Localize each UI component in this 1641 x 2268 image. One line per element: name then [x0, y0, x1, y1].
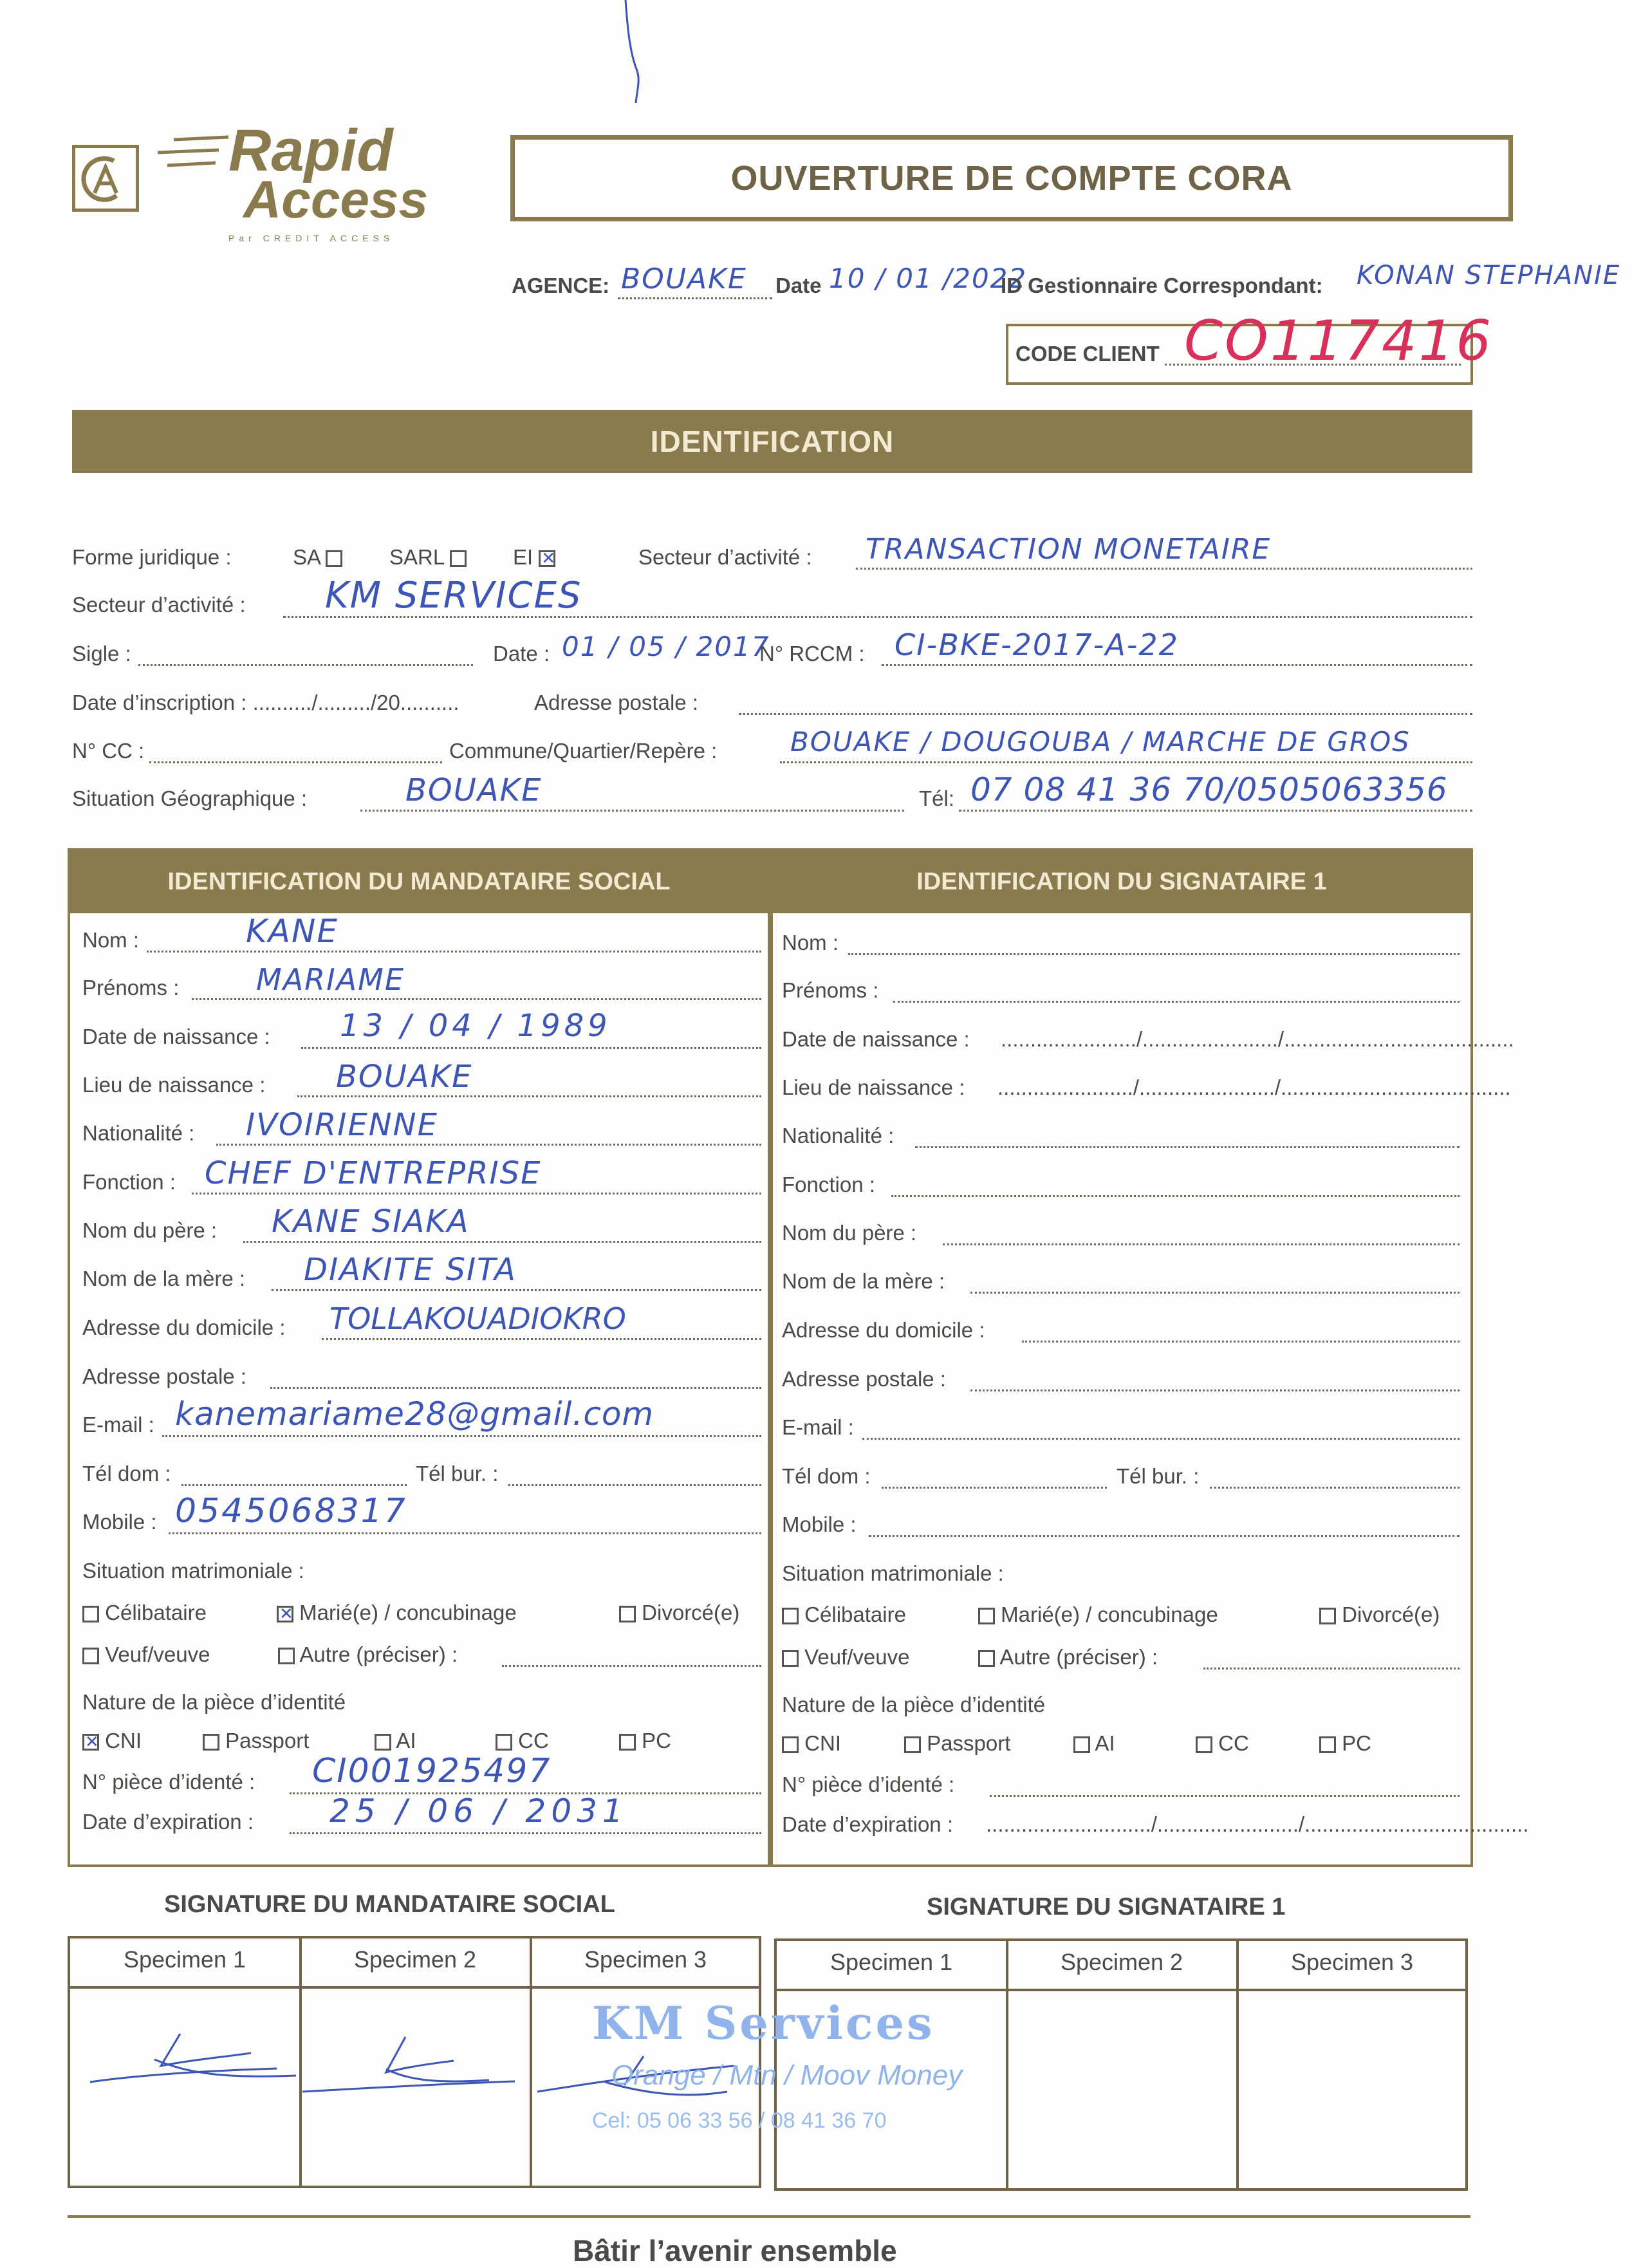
forme-juridique-label: Forme juridique :: [72, 545, 232, 569]
m-specimen-2-header: Specimen 2: [353, 1946, 477, 1973]
m-nationalite-value: IVOIRIENNE: [246, 1107, 438, 1143]
m-prenoms-label: Prénoms :: [82, 976, 180, 999]
secteur-activite-2-label: Secteur d’activité :: [72, 593, 246, 617]
m-autre-field[interactable]: [502, 1665, 761, 1667]
m-divorce-option[interactable]: Divorcé(e): [619, 1601, 739, 1625]
sigle-field[interactable]: [138, 664, 473, 666]
tel-label: Tél:: [919, 786, 955, 810]
m-mobile-label: Mobile :: [82, 1510, 157, 1534]
code-client-label: CODE CLIENT: [1015, 342, 1160, 366]
m-specimen-1-header: Specimen 1: [123, 1946, 246, 1973]
stamp-name: KM Services: [592, 1996, 935, 2050]
code-client-value: CO117416: [1184, 309, 1494, 373]
m-mere-value: DIAKITE SITA: [304, 1252, 517, 1288]
m-telbur-field[interactable]: [508, 1484, 761, 1486]
s-postale-field[interactable]: [970, 1390, 1460, 1391]
m-domicile-label: Adresse du domicile :: [82, 1315, 286, 1339]
signature-1-icon: [84, 2014, 328, 2105]
date-label: Date: [775, 274, 822, 297]
m-domicile-field[interactable]: [322, 1338, 761, 1340]
s-nom-field[interactable]: [848, 953, 1460, 955]
date-creation-label: Date :: [493, 642, 550, 665]
s-fonction-label: Fonction :: [782, 1173, 875, 1196]
speed-lines-icon: [148, 132, 232, 183]
commune-field[interactable]: [780, 761, 1472, 763]
m-mobile-field[interactable]: [169, 1532, 761, 1534]
tel-value: 07 08 41 36 70/0505063356: [970, 771, 1448, 808]
commune-label: Commune/Quartier/Repère :: [449, 739, 718, 763]
m-nom-label: Nom :: [82, 928, 140, 952]
m-fonction-value: CHEF D'ENTREPRISE: [205, 1155, 542, 1191]
m-naissance-label: Date de naissance :: [82, 1025, 270, 1048]
s-fonction-field[interactable]: [891, 1195, 1460, 1197]
adresse-postale-field[interactable]: [739, 713, 1472, 715]
s-nom-label: Nom :: [782, 931, 839, 954]
m-lieu-value: BOUAKE: [336, 1059, 473, 1095]
gestionnaire-label: ID Gestionnaire Correspondant:: [1001, 274, 1323, 297]
s-prenoms-field[interactable]: [893, 1001, 1460, 1003]
m-naissance-field[interactable]: [301, 1047, 761, 1049]
m-nom-value: KANE: [246, 913, 338, 950]
m-teldom-label: Tél dom :: [82, 1462, 171, 1485]
s-postale-label: Adresse postale :: [782, 1367, 946, 1391]
m-postale-field[interactable]: [270, 1387, 761, 1389]
ei-checkbox[interactable]: [539, 550, 555, 567]
s-situation-label: Situation matrimoniale :: [782, 1561, 1004, 1585]
m-domicile-value: TOLLAKOUADIOKRO: [329, 1301, 626, 1336]
m-marie-option[interactable]: ✕ Marié(e) / concubinage: [277, 1601, 517, 1625]
s-pere-label: Nom du père :: [782, 1221, 917, 1245]
identification-band: IDENTIFICATION: [72, 410, 1472, 473]
pen-stroke: [611, 0, 650, 109]
s-specimen-2-header: Specimen 2: [1060, 1949, 1183, 1975]
m-telbur-label: Tél bur. :: [416, 1462, 499, 1485]
secteur-activite-label: Secteur d’activité :: [638, 545, 812, 569]
s-email-field[interactable]: [862, 1438, 1460, 1440]
m-autre-option[interactable]: Autre (préciser) :: [278, 1642, 458, 1667]
date-creation-value: 01 / 05 / 2017: [562, 631, 770, 662]
agence-value: BOUAKE: [621, 263, 747, 295]
m-expiration-field[interactable]: [290, 1832, 761, 1834]
rccm-label: N° RCCM :: [759, 642, 865, 665]
s-nationalite-label: Nationalité :: [782, 1124, 895, 1148]
m-mere-field[interactable]: [272, 1289, 761, 1291]
s-domicile-label: Adresse du domicile :: [782, 1318, 985, 1342]
gestionnaire-value: KONAN STEPHANIE: [1357, 261, 1621, 290]
m-situation-label: Situation matrimoniale :: [82, 1559, 304, 1583]
s-marie-option[interactable]: Marié(e) / concubinage: [978, 1603, 1218, 1627]
m-num-piece-label: N° pièce d’identé :: [82, 1770, 255, 1794]
sa-checkbox[interactable]: [326, 550, 342, 567]
m-nationalite-field[interactable]: [216, 1144, 761, 1146]
s-expiration-label: Date d’expiration :: [782, 1812, 953, 1836]
secteur-activite-2-value: KM SERVICES: [325, 575, 582, 617]
s-mere-label: Nom de la mère :: [782, 1269, 945, 1293]
m-celibataire-option[interactable]: Célibataire: [82, 1601, 207, 1625]
stamp-services: Orange / Mtn / Moov Money: [611, 2059, 963, 2091]
s-email-label: E-mail :: [782, 1415, 854, 1439]
forme-ei-option[interactable]: EI ✕: [513, 545, 555, 570]
s-domicile-field[interactable]: [1022, 1341, 1460, 1343]
s-passport-option[interactable]: Passport: [904, 1731, 1010, 1756]
s-teldom-label: Tél dom :: [782, 1464, 871, 1488]
s-cc-option[interactable]: CC: [1196, 1731, 1249, 1756]
s-lieu-field[interactable]: ......................./......................./.......................................: [997, 1075, 1511, 1099]
agence-label: AGENCE:: [512, 274, 610, 297]
m-specimen-3-header: Specimen 3: [584, 1946, 707, 1973]
m-ai-option[interactable]: AI: [375, 1729, 416, 1753]
m-num-piece-value: CI001925497: [312, 1752, 552, 1790]
m-passport-option[interactable]: Passport: [203, 1729, 309, 1753]
agence-field[interactable]: [618, 297, 772, 299]
date-inscription-label[interactable]: Date d’inscription : ........../........./20..........: [72, 691, 459, 714]
ncc-field[interactable]: [149, 761, 442, 763]
s-autre-field[interactable]: [1203, 1668, 1460, 1669]
s-mobile-field[interactable]: [869, 1535, 1460, 1537]
m-mere-label: Nom de la mère :: [82, 1267, 246, 1290]
m-postale-label: Adresse postale :: [82, 1364, 246, 1388]
m-nom-field[interactable]: [147, 951, 761, 953]
s-specimen-1-header: Specimen 1: [830, 1949, 953, 1975]
m-lieu-field[interactable]: [297, 1095, 761, 1097]
forme-sarl-option[interactable]: SARL: [389, 545, 467, 570]
date-value: 10 / 01 /2022: [829, 263, 1028, 294]
sig-signataire-title: SIGNATURE DU SIGNATAIRE 1: [927, 1893, 1286, 1920]
s-naissance-label: Date de naissance :: [782, 1027, 970, 1051]
rccm-field[interactable]: [882, 664, 1472, 666]
s-num-piece-label: N° pièce d’identé :: [782, 1772, 955, 1796]
m-naissance-value: 13 / 04 / 1989: [340, 1008, 611, 1044]
secteur-activite-field[interactable]: [856, 568, 1472, 570]
commune-value: BOUAKE / DOUGOUBA / MARCHE DE GROS: [790, 726, 1411, 758]
m-mobile-value: 0545068317: [175, 1492, 407, 1530]
s-pc-option[interactable]: PC: [1319, 1731, 1371, 1756]
m-prenoms-value: MARIAME: [256, 962, 405, 997]
brand-name-line2: Access: [243, 171, 429, 229]
situation-geo-label: Situation Géographique :: [72, 786, 308, 810]
m-nationalite-label: Nationalité :: [82, 1121, 195, 1145]
m-teldom-field[interactable]: [181, 1484, 407, 1486]
m-prenoms-field[interactable]: [192, 998, 761, 1000]
sig-mandataire-title: SIGNATURE DU MANDATAIRE SOCIAL: [164, 1891, 615, 1918]
m-pere-label: Nom du père :: [82, 1218, 218, 1242]
s-specimen-3-header: Specimen 3: [1290, 1949, 1414, 1975]
m-fonction-label: Fonction :: [82, 1170, 176, 1194]
s-divorce-option[interactable]: Divorcé(e): [1319, 1603, 1440, 1627]
m-lieu-label: Lieu de naissance :: [82, 1073, 266, 1097]
m-expiration-label: Date d’expiration :: [82, 1810, 254, 1834]
s-num-piece-field[interactable]: [990, 1795, 1460, 1797]
brand-tagline: Par CREDIT ACCESS: [228, 233, 394, 243]
m-piece-label: Nature de la pièce d’identité: [82, 1690, 346, 1714]
m-cni-option[interactable]: ✕ CNI: [82, 1729, 142, 1753]
forme-sa-option[interactable]: SA: [293, 545, 342, 570]
s-cni-option[interactable]: CNI: [782, 1731, 841, 1756]
s-lieu-label: Lieu de naissance :: [782, 1075, 965, 1099]
form-title: OUVERTURE DE COMPTE CORA: [510, 135, 1513, 221]
footer-tagline: Bâtir l’avenir ensemble: [573, 2234, 897, 2267]
s-mere-field[interactable]: [970, 1292, 1460, 1294]
s-veuf-option[interactable]: Veuf/veuve: [782, 1645, 909, 1669]
brand-name-line1: Rapid: [228, 118, 393, 183]
s-nationalite-field[interactable]: [915, 1146, 1460, 1148]
stamp-cel: Cel: 05 06 33 56 / 08 41 36 70: [592, 2108, 887, 2133]
tel-field[interactable]: [959, 810, 1472, 812]
s-piece-label: Nature de la pièce d’identité: [782, 1693, 1046, 1716]
s-mobile-label: Mobile :: [782, 1512, 857, 1536]
m-email-field[interactable]: [162, 1435, 761, 1437]
s-ai-option[interactable]: AI: [1073, 1731, 1115, 1756]
secteur-activite-value: TRANSACTION MONETAIRE: [866, 533, 1272, 566]
ncc-label: N° CC :: [72, 739, 145, 763]
s-pere-field[interactable]: [943, 1243, 1460, 1245]
s-telbur-label: Tél bur. :: [1117, 1464, 1200, 1488]
m-cc-option[interactable]: CC: [496, 1729, 549, 1753]
sarl-checkbox[interactable]: [450, 550, 467, 567]
s-celibataire-option[interactable]: Célibataire: [782, 1603, 906, 1627]
m-email-value: kanemariame28@gmail.com: [175, 1395, 654, 1433]
signataire-heading: IDENTIFICATION DU SIGNATAIRE 1: [773, 851, 1470, 913]
sigle-label: Sigle :: [72, 642, 131, 665]
rccm-value: CI-BKE-2017-A-22: [895, 627, 1179, 662]
m-pc-option[interactable]: PC: [619, 1729, 671, 1753]
s-expiration-field[interactable]: ............................/......................../......................................: [986, 1812, 1529, 1836]
s-telbur-field[interactable]: [1210, 1487, 1460, 1489]
mandataire-heading: IDENTIFICATION DU MANDATAIRE SOCIAL: [70, 851, 768, 913]
m-veuf-option[interactable]: Veuf/veuve: [82, 1642, 210, 1667]
m-expiration-value: 25 / 06 / 2031: [329, 1792, 628, 1830]
footer-divider: [68, 2215, 1470, 2218]
m-email-label: E-mail :: [82, 1413, 154, 1436]
adresse-postale-label: Adresse postale :: [534, 691, 698, 714]
m-fonction-field[interactable]: [192, 1193, 761, 1194]
situation-geo-value: BOUAKE: [405, 772, 542, 808]
situation-geo-field[interactable]: [360, 810, 904, 812]
s-teldom-field[interactable]: [882, 1487, 1107, 1489]
s-autre-option[interactable]: Autre (préciser) :: [978, 1645, 1158, 1669]
signature-2-icon: [296, 2027, 528, 2105]
s-naissance-field[interactable]: ......................./......................./.......................................: [1001, 1027, 1514, 1051]
m-pere-value: KANE SIAKA: [272, 1204, 470, 1240]
brand-logo-icon: [72, 145, 139, 212]
m-pere-field[interactable]: [243, 1241, 761, 1243]
s-prenoms-label: Prénoms :: [782, 978, 879, 1002]
